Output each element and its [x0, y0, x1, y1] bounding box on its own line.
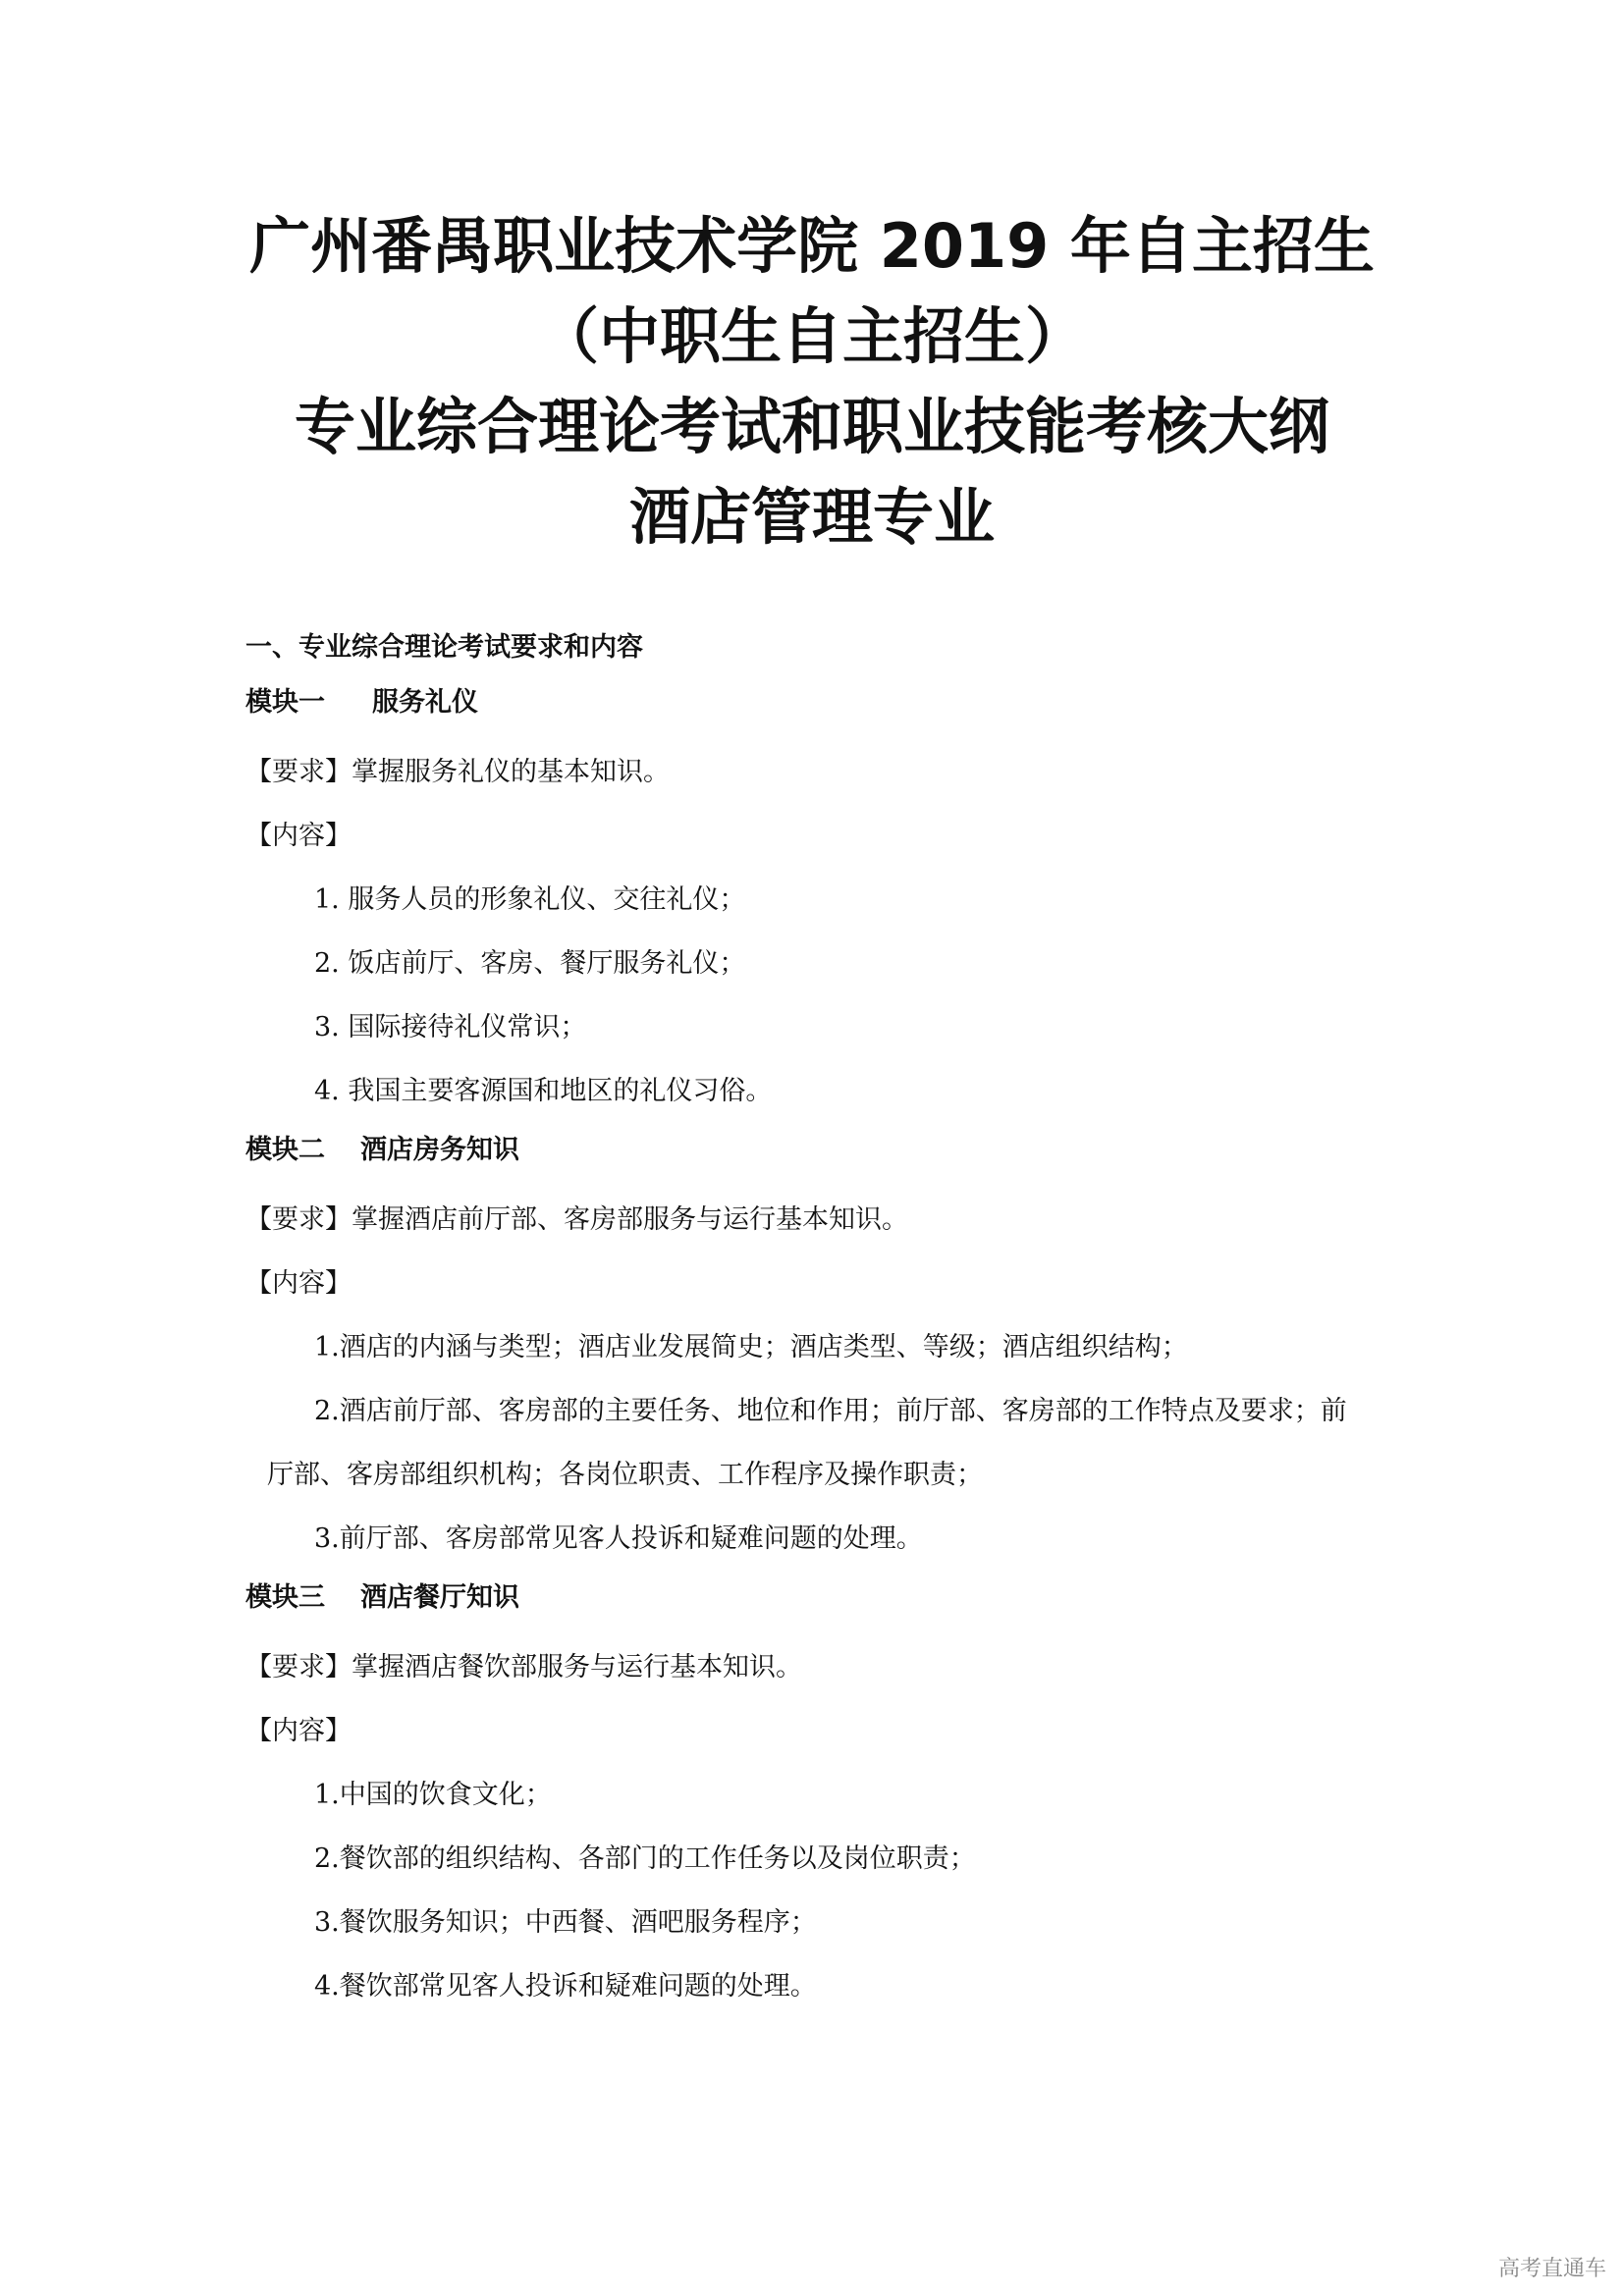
- list-item: 4. 我国主要客源国和地区的礼仪习俗。: [314, 1076, 773, 1106]
- module-1-requirement: 【要求】掌握服务礼仪的基本知识。: [245, 757, 670, 787]
- module-heading-3: [245, 1571, 1483, 1635]
- watermark: 高考直通车: [1497, 2257, 1606, 2281]
- module-3-requirement: 【要求】掌握酒店餐饮部服务与运行基本知识。: [245, 1652, 802, 1682]
- list-item-text: 2.酒店前厅部、客房部的主要任务、地位和作用；前厅部、客房部的工作特点及要求；前: [314, 1396, 1347, 1426]
- list-item: 3.餐饮服务知识；中西餐、酒吧服务程序；: [314, 1907, 817, 1938]
- list-item: 1.中国的饮食文化；: [314, 1780, 552, 1810]
- module-1-content-label: 【内容】: [245, 821, 352, 851]
- list-item: 1. 服务人员的形象礼仪、交往礼仪；: [314, 884, 746, 915]
- list-item: [245, 1379, 1483, 1507]
- module-name: 酒店房务知识: [360, 1135, 519, 1165]
- module-name: 酒店餐厅知识: [360, 1582, 519, 1613]
- title-line-2: （中职生自主招生）: [537, 300, 1086, 372]
- title-line-4: 酒店管理专业: [628, 481, 995, 553]
- module-3-content-label: 【内容】: [245, 1716, 352, 1746]
- module-label: 模块三: [245, 1582, 325, 1613]
- list-item: 3. 国际接待礼仪常识；: [314, 1012, 587, 1042]
- list-item: 2.餐饮部的组织结构、各部门的工作任务以及岗位职责；: [314, 1843, 976, 1874]
- module-2-requirement: 【要求】掌握酒店前厅部、客房部服务与运行基本知识。: [245, 1204, 908, 1235]
- list-item: 4.餐饮部常见客人投诉和疑难问题的处理。: [314, 1971, 817, 2002]
- list-item-text-continued: 厅部、客房部组织机构；各岗位职责、工作程序及操作职责；: [267, 1460, 983, 1490]
- list-item: 3.前厅部、客房部常见客人投诉和疑难问题的处理。: [314, 1523, 923, 1554]
- section-heading: 一、专业综合理论考试要求和内容: [245, 632, 643, 663]
- document-body: [245, 620, 1483, 2018]
- document-title: [0, 201, 1624, 562]
- module-label: 模块一: [245, 687, 325, 718]
- module-heading-1: [245, 675, 1483, 740]
- list-item: 2. 饭店前厅、客房、餐厅服务礼仪；: [314, 948, 746, 979]
- module-heading-2: [245, 1123, 1483, 1188]
- title-line-3: 专业综合理论考试和职业技能考核大纲: [294, 391, 1329, 462]
- list-item: 1.酒店的内涵与类型；酒店业发展简史；酒店类型、等级；酒店组织结构；: [314, 1332, 1188, 1362]
- title-line-1: 广州番禺职业技术学院 2019 年自主招生: [249, 210, 1375, 282]
- module-label: 模块二: [245, 1135, 325, 1165]
- module-name: 服务礼仪: [372, 687, 478, 718]
- module-2-content-label: 【内容】: [245, 1268, 352, 1299]
